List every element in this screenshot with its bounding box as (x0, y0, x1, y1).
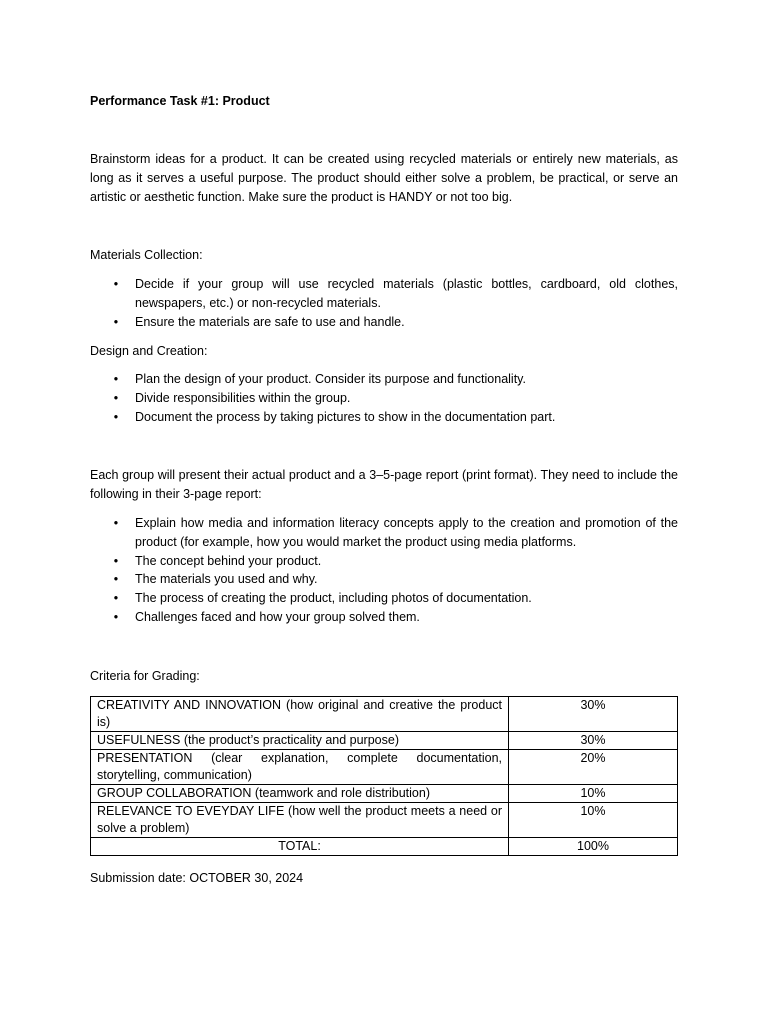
list-item-text: Challenges faced and how your group solved them. (135, 609, 420, 624)
table-row (91, 785, 678, 803)
total-label-cell: TOTAL: (91, 838, 509, 856)
document-title: Performance Task #1: Product (90, 94, 270, 108)
bullet-icon: • (113, 553, 119, 568)
list-item-text: Plan the design of your product. Consider its purpose and functionality. (135, 372, 526, 386)
table-row (91, 697, 678, 732)
bullet-icon: • (113, 409, 119, 424)
bullet-icon: • (113, 314, 119, 329)
criterion-cell: PRESENTATION (clear explanation, complete documentation, storytelling, communication) (91, 750, 509, 785)
list-item (113, 370, 678, 389)
table-total-row (91, 838, 678, 856)
criterion-cell: USEFULNESS (the product’s practicality and purpose) (91, 732, 509, 750)
bullet-icon: • (113, 516, 119, 530)
bullet-icon: • (113, 591, 119, 606)
list-item (113, 552, 678, 571)
list-item-text: The concept behind your product. (135, 553, 322, 568)
bullet-icon: • (113, 372, 119, 386)
list-item-text: Explain how media and information literacy concepts apply to the creation and promotion of the product (for example, how you would market the product using media platforms. (135, 516, 678, 549)
bullet-icon: • (113, 390, 119, 405)
list-item (113, 389, 678, 408)
list-item (113, 608, 678, 627)
list-item-text: Divide responsibilities within the group. (135, 390, 351, 405)
criterion-cell: CREATIVITY AND INNOVATION (how original and creative the product is) (91, 697, 509, 732)
weight-cell: 30% (509, 697, 678, 732)
report-paragraph: Each group will present their actual product and a 3–5-page report (print format). They need to include the following in their 3-page report: (90, 468, 678, 501)
design-list (113, 370, 678, 426)
criteria-heading: Criteria for Grading: (90, 669, 200, 683)
materials-heading: Materials Collection: (90, 248, 203, 262)
weight-cell: 20% (509, 750, 678, 785)
list-item-text: The materials you used and why. (135, 572, 318, 587)
bullet-icon: • (113, 277, 119, 291)
total-value-cell: 100% (509, 838, 678, 856)
table-row (91, 803, 678, 838)
list-item (113, 275, 678, 313)
list-item-text: Ensure the materials are safe to use and handle. (135, 314, 405, 329)
list-item (113, 514, 678, 552)
list-item (113, 408, 678, 427)
intro-paragraph: Brainstorm ideas for a product. It can be created using recycled materials or entirely new materials, as long as it serves a useful purpose. The product should either solve a problem, be practical, or serve an artistic or aesthetic function. Make sure the product is HANDY or not too big. (90, 152, 678, 204)
weight-cell: 10% (509, 803, 678, 838)
list-item-text: The process of creating the product, including photos of documentation. (135, 591, 532, 606)
table-row (91, 750, 678, 785)
list-item (113, 570, 678, 589)
list-item-text: Decide if your group will use recycled materials (plastic bottles, cardboard, old clothes, newspapers, etc.) or non-recycled materials. (135, 277, 678, 310)
criterion-cell: GROUP COLLABORATION (teamwork and role distribution) (91, 785, 509, 803)
design-heading: Design and Creation: (90, 344, 208, 358)
list-item (113, 589, 678, 608)
submission-date: Submission date: OCTOBER 30, 2024 (90, 871, 304, 885)
weight-cell: 30% (509, 732, 678, 750)
list-item-text: Document the process by taking pictures to show in the documentation part. (135, 409, 556, 424)
weight-cell: 10% (509, 785, 678, 803)
bullet-icon: • (113, 572, 119, 587)
criterion-cell: RELEVANCE TO EVEYDAY LIFE (how well the product meets a need or solve a problem) (91, 803, 509, 838)
bullet-icon: • (113, 609, 119, 624)
list-item (113, 313, 678, 332)
table-row (91, 732, 678, 750)
report-list (113, 514, 678, 627)
materials-list (113, 275, 678, 331)
grading-table (90, 696, 678, 856)
